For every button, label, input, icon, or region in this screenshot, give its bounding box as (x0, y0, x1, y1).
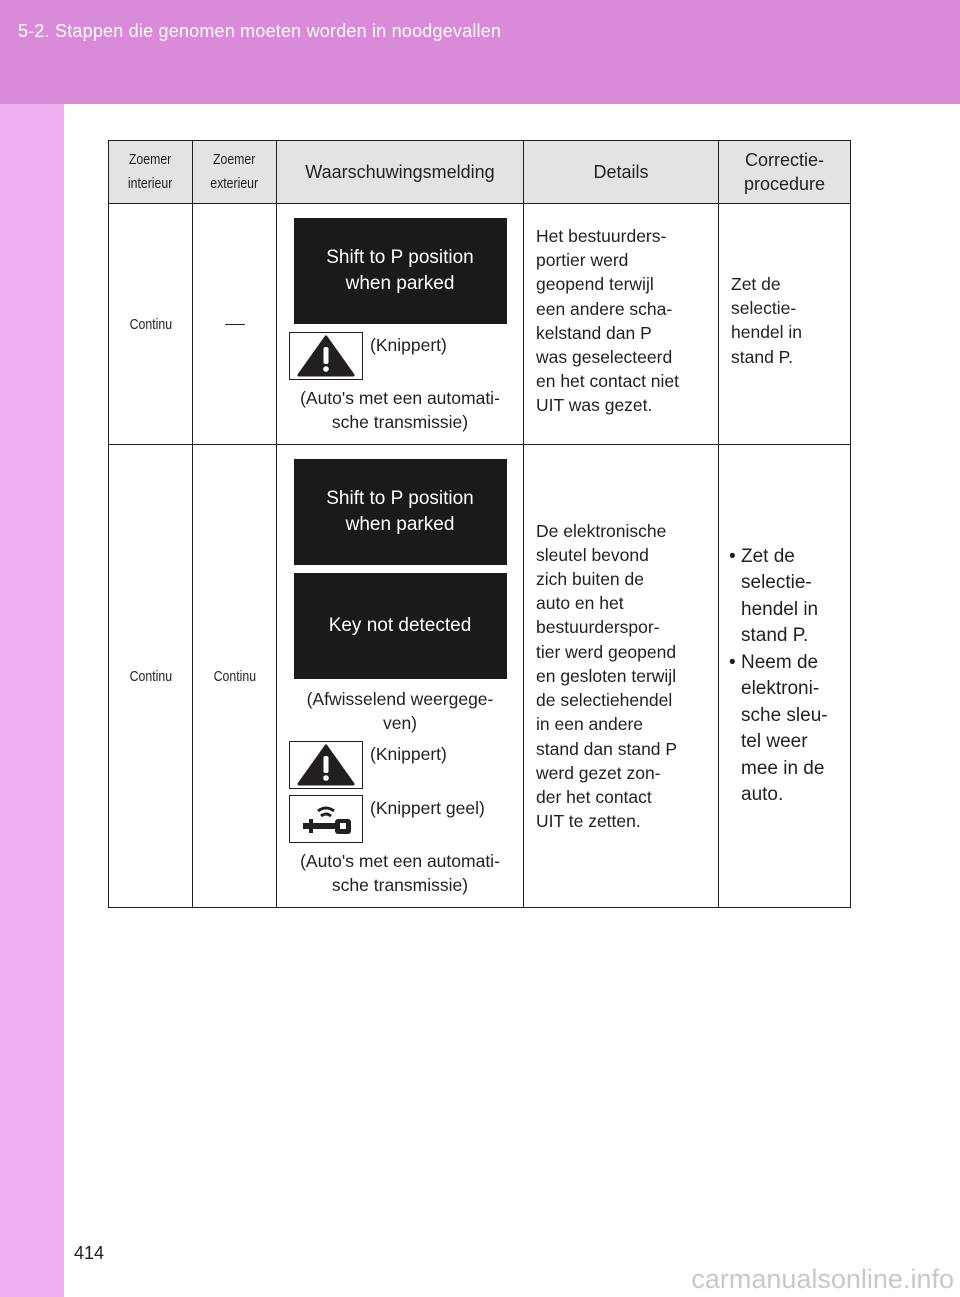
text-line: sche sleu- (741, 704, 828, 726)
table-row (109, 204, 851, 445)
display-screen: Shift to P position when parked (294, 218, 507, 324)
text-line: UIT te zetten. (536, 811, 641, 832)
text-line: Zet de (731, 274, 781, 294)
text-line: UIT was gezet. (536, 395, 653, 416)
warning-message-cell (277, 445, 524, 908)
text-line: elektroni- (741, 678, 820, 699)
list-item (719, 650, 846, 809)
text-line: auto en het (536, 593, 624, 614)
text-line: geopend terwijl (536, 274, 654, 295)
text-line: stand P. (731, 346, 793, 367)
col-header-details: Details (524, 141, 719, 204)
correction-cell (719, 445, 851, 908)
text-line: de selectiehendel (536, 690, 673, 711)
col-header-buzzer-interior: Zoemer interieur (109, 141, 193, 204)
text-line: auto. (741, 784, 784, 805)
warning-message-cell (277, 204, 524, 445)
text-line: • Neem de (741, 651, 819, 673)
display-screen: Key not detected (294, 573, 507, 679)
correction-cell (719, 204, 851, 445)
icon-label: (Knippert geel) (370, 798, 485, 818)
buzzer-interior-cell: Continu (109, 445, 193, 908)
smart-key-icon (289, 795, 363, 843)
warning-table (108, 140, 851, 908)
text-line: een andere scha- (536, 298, 673, 319)
col-header-buzzer-exterior: Zoemer exterieur (193, 141, 277, 204)
warning-triangle-icon (289, 741, 363, 789)
page-number: 414 (74, 1243, 105, 1263)
details-cell (524, 445, 719, 908)
text-line: en het contact niet (536, 371, 680, 392)
text-line: was geselecteerd (536, 347, 673, 368)
watermark: carmanualsonline.info (691, 1264, 954, 1294)
buzzer-exterior-cell: Continu (193, 445, 277, 908)
display-screen: Shift to P position when parked (294, 459, 507, 565)
details-cell (524, 204, 719, 445)
details-text (536, 224, 708, 418)
text-line: en gesloten terwijl (536, 665, 677, 686)
text-line: sleutel bevond (536, 544, 649, 565)
warning-triangle-icon (289, 332, 363, 380)
caption: (Auto's met een automati- sche transmissie) (300, 851, 500, 895)
text-line: • Zet de (741, 545, 795, 567)
text-line: stand P. (741, 625, 809, 646)
header-band (0, 0, 960, 104)
caption: (Afwisselend weergege- ven) (306, 689, 494, 733)
details-text (536, 519, 708, 834)
table-header-row (109, 141, 851, 204)
buzzer-exterior-cell (193, 204, 277, 445)
section-title: 5-2. Stappen die genomen moeten worden in noodgevallen (18, 21, 502, 41)
text-line: zich buiten de (536, 569, 644, 590)
text-line: hendel in (731, 322, 803, 343)
text-line: stand dan stand P (536, 738, 678, 759)
text-line: der het contact (536, 786, 652, 807)
col-header-warning-message: Waarschuwingsmelding (277, 141, 524, 204)
dash-mark (225, 324, 245, 325)
text-line: tier werd geopend (536, 641, 677, 662)
text-line: mee in de (741, 757, 825, 779)
text-line: selectie- (731, 298, 797, 319)
text-line: Het bestuurders- (536, 226, 667, 246)
text-line: hendel in (741, 598, 819, 620)
correction-list (719, 544, 846, 809)
text-line: portier werd (536, 250, 629, 271)
text-line: kelstand dan P (536, 322, 652, 343)
table-row (109, 445, 851, 908)
text-line: tel weer (741, 731, 808, 752)
caption: (Auto's met een automati- sche transmissie) (300, 388, 500, 432)
text-line: selectie- (741, 572, 812, 593)
icon-label: (Knippert) (370, 335, 447, 355)
list-item (719, 544, 846, 650)
col-header-correction: Correctie- procedure (719, 141, 851, 204)
text-line: werd gezet zon- (536, 762, 661, 783)
correction-text (731, 272, 840, 369)
buzzer-interior-cell: Continu (109, 204, 193, 445)
text-line: in een andere (536, 714, 644, 735)
side-band (0, 104, 64, 1297)
text-line: bestuurderspor- (536, 617, 660, 638)
icon-label: (Knippert) (370, 744, 447, 764)
text-line: De elektronische (536, 520, 667, 541)
